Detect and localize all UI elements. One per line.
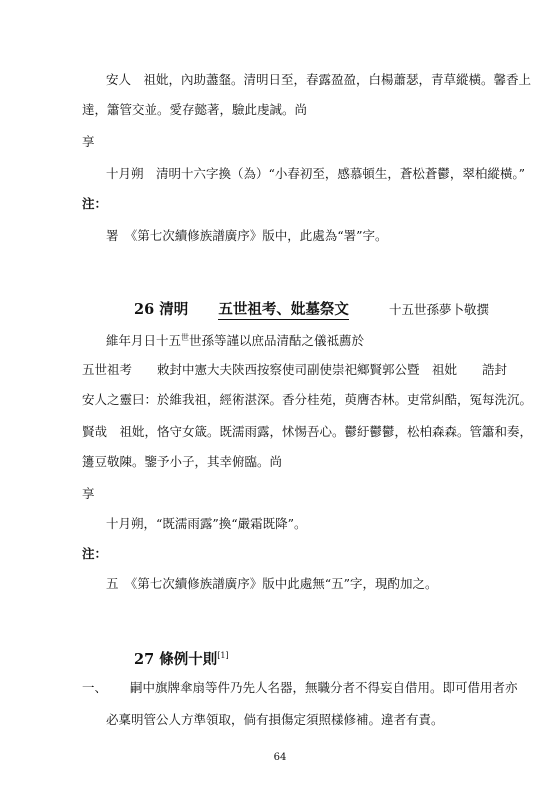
footnote-ref: [1] [217, 651, 229, 661]
section-author: 十五世孫夢卜敬撰 [388, 302, 489, 317]
body-text-line: 賢哉 祖妣，恪守女箴。既濡雨露，怵惕吾心。鬱紆鬱鬱，松柏森森。管簫和奏， [82, 424, 533, 439]
notes-label: 注： [82, 546, 108, 561]
body-text-line: 十月朔，“既濡雨露”換“嚴霜既降”。 [106, 516, 307, 531]
body-text-line: 安人 祖妣，內助藎韰。清明日至，春露盈盈，白楊蕭瑟，青草縱橫。馨香上 [106, 72, 532, 87]
body-text-line: 達，簫管交並。愛存懿著，驗此虔誠。尚 [82, 102, 308, 117]
body-text-line: 嗣中旗牌傘扇等件乃先人名器，無職分者不得妄自借用。即可借用者亦 [130, 680, 518, 695]
body-text-line: 享 [82, 134, 95, 149]
section-heading [134, 648, 229, 669]
list-marker: 一、 [82, 680, 108, 695]
body-text-line: 十月朔 清明十六字換（為）“小春初至，感慕頓生，蒼松蒼鬱，翠柏縱橫。” [106, 166, 526, 181]
section-number: 27 [134, 651, 155, 668]
section-title: 五世祖考、妣墓祭文 [218, 301, 349, 318]
body-text-line: 籩豆敬陳。鑒予小子，其幸俯臨。尚 [82, 454, 283, 469]
body-text-line: 享 [82, 486, 95, 501]
section-number: 26 清明 [134, 301, 189, 318]
body-text-line: 安人之靈曰：於維我祖，經術湛深。香分桂苑，萸膺杏林。吏常糾酷，冤每洗沉。 [82, 392, 533, 407]
section-title: 條例十則 [159, 651, 218, 668]
notes-label: 注： [82, 196, 108, 211]
body-text-line: 必稟明管公人方準領取，倘有損傷定須照樣修補。違者有責。 [106, 712, 444, 727]
body-text-line: 五世祖考 敕封中憲大夫陝西按察使司副使崇祀鄉賢郭公暨 祖妣 誥封 [82, 362, 508, 377]
page-number: 64 [273, 752, 287, 763]
section-heading [134, 298, 489, 319]
footnote-text: 五 《第七次續修族譜廣序》版中此處無“五”字，現酌加之。 [106, 576, 438, 591]
body-text-line: 維年月日十五$^世$世孫等謹以庶品清酤之儀祗薦於 [106, 333, 365, 349]
superscript: 世 [181, 333, 190, 342]
footnote-text: 署 《第七次續修族譜廣序》版中，此處為“署”字。 [106, 228, 388, 243]
